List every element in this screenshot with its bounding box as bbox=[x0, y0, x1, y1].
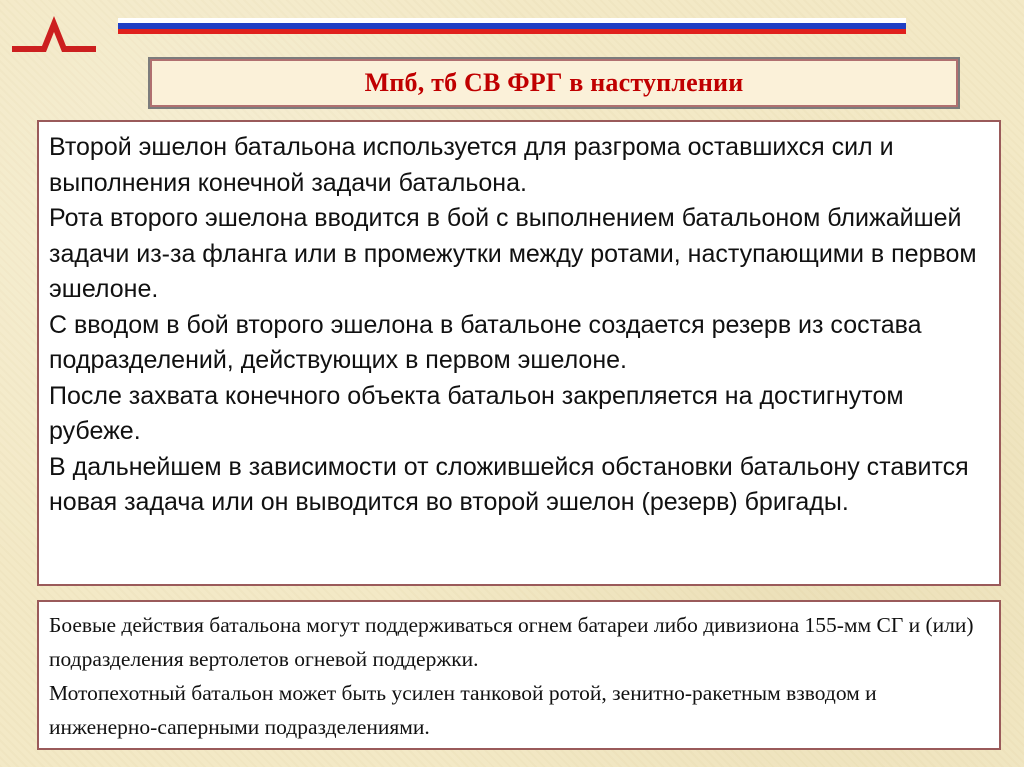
main-text-box bbox=[37, 120, 1001, 586]
paragraph: Второй эшелон батальона используется для разгрома оставшихся сил и выполнения конечной задачи батальона. bbox=[49, 133, 894, 197]
title-box bbox=[148, 57, 960, 109]
paragraph: С вводом в бой второго эшелона в батальоне создается резерв из состава подразделений, действующих в первом эшелоне. bbox=[49, 310, 922, 374]
paragraph: Рота второго эшелона вводится в бой с выполнением батальоном ближайшей задачи из-за фланга или в промежутки между ротами, наступающими в первом эшелоне. bbox=[49, 204, 977, 303]
paragraph: Мотопехотный батальон может быть усилен танковой ротой, зенитно-ракетным взводом и инженерно-саперными подразделениями. bbox=[49, 681, 877, 739]
page-title: Мпб, тб СВ ФРГ в наступлении bbox=[364, 68, 744, 97]
emblem-icon bbox=[8, 12, 100, 60]
support-text-box bbox=[37, 600, 1001, 750]
paragraph: После захвата конечного объекта батальон закрепляется на достигнутом рубеже. bbox=[49, 381, 904, 445]
paragraph: Боевые действия батальона могут поддерживаться огнем батареи либо дивизиона 155-мм СГ и (или) подразделения вертолетов огневой поддержки. bbox=[49, 613, 974, 671]
russian-flag-stripe bbox=[118, 18, 906, 34]
paragraph: В дальнейшем в зависимости от сложившейся обстановки батальону ставится новая задача или он выводится во второй эшелон (резерв) бригады. bbox=[49, 452, 969, 516]
